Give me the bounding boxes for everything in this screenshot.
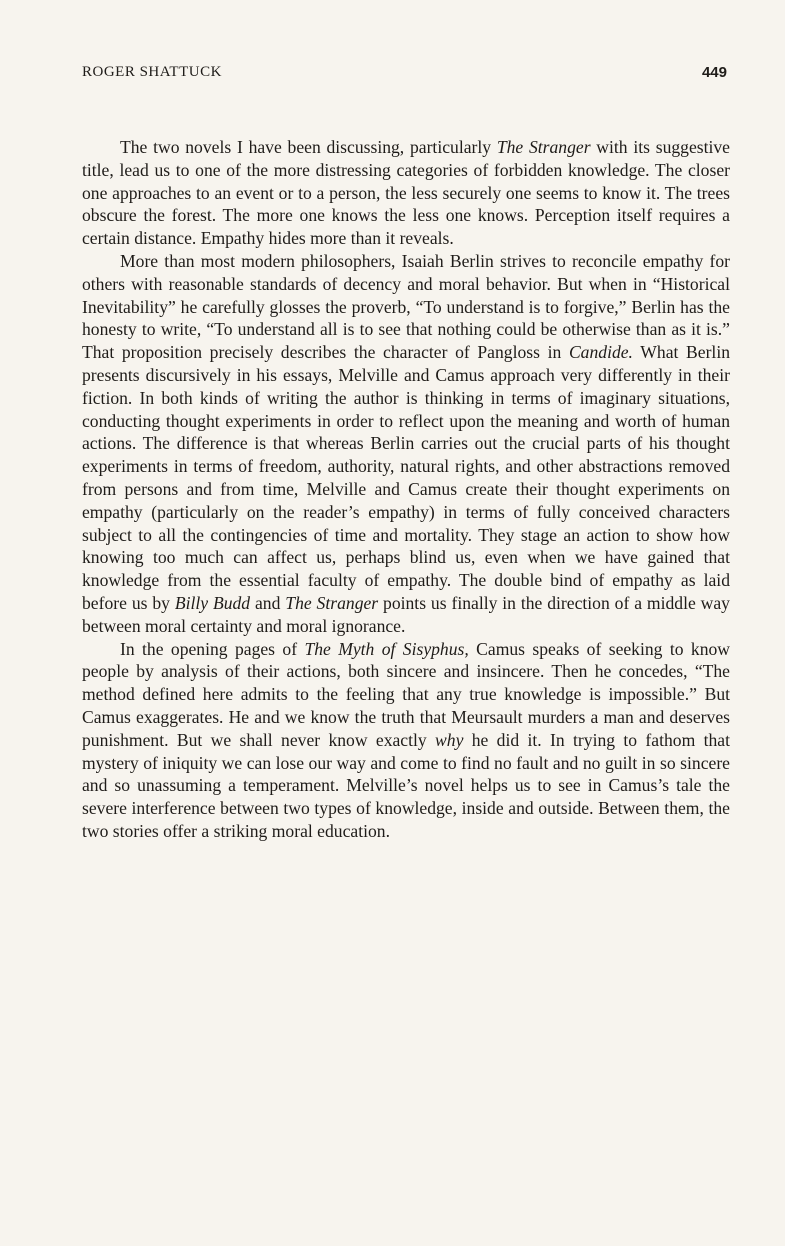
italic-title: The Stranger bbox=[285, 592, 379, 613]
text-segment: and bbox=[250, 592, 286, 613]
italic-word: why bbox=[435, 729, 464, 750]
text-segment: In the opening pages of bbox=[120, 638, 305, 659]
paragraph bbox=[82, 250, 730, 638]
running-head bbox=[82, 64, 727, 88]
running-head-author: ROGER SHATTUCK bbox=[82, 64, 222, 80]
text-segment: Camus speaks of seeking to know people by analysis of their actions, both sincere and insincere. Then he concedes, “The method defined here admits to the feeling that any true knowledge is impossible.” But Camus exaggerates. He and we know the truth that Meursault murders a man and deserves punishment. But we shall never know exactly bbox=[82, 638, 730, 750]
italic-title: Candide. bbox=[568, 342, 633, 363]
text-segment: he did it. In trying to fathom that mystery of iniquity we can lose our way and come to find no fault and no guilt in so sincere and so unassuming a temperament. Melville’s novel helps us to see in Camus’s tale the severe interference between two types of knowledge, inside and outside. Between them, the two stories offer a striking moral education. bbox=[82, 729, 730, 841]
italic-title: The Myth of Sisyphus, bbox=[304, 638, 469, 659]
paragraph bbox=[82, 136, 730, 250]
text-segment: More than most modern philosophers, Isaiah Berlin strives to reconcile empathy for others with reasonable standards of decency and moral behavior. But when in “Historical Inevitability” he carefully glosses the proverb, “To understand is to forgive,” Berlin has the honesty to write, “To understand all is to see that nothing could be otherwise than as it is.” That proposition precisely describes the character of Pangloss in bbox=[82, 250, 730, 363]
text-segment: The two novels I have been discussing, particularly bbox=[120, 137, 497, 157]
text-segment: What Berlin presents discursively in his essays, Melville and Camus approach very differently in their fiction. In both kinds of writing the author is thinking in terms of imaginary situations, conducting thought experiments in order to reflect upon the meaning and worth of human actions. The difference is that whereas Berlin carries out the crucial parts of his thought experiments in terms of freedom, authority, natural rights, and other abstractions removed from persons and from time, Melville and Camus create their thought experiments on empathy (particularly on the reader’s empathy) in terms of fully conceived characters subject to all the contingencies of time and mortality. They stage an action to show how knowing too much can affect us, perhaps blind us, even when we have gained that knowledge from the essential faculty of empathy. The double bind of empathy as laid before us by bbox=[82, 342, 730, 613]
body-text bbox=[82, 136, 730, 843]
italic-title: Billy Budd bbox=[174, 592, 251, 613]
text-segment: with its suggestive title, lead us to one of the more distressing categories of forbidden knowledge. The closer one approaches to an event or to a person, the less securely one seems to know it. The trees obscure the forest. The more one knows the less one knows. Perception itself requires a certain distance. Empathy hides more than it reveals. bbox=[82, 137, 730, 249]
italic-title: The Stranger bbox=[496, 137, 591, 157]
page-number: 449 bbox=[701, 64, 727, 81]
paragraph bbox=[82, 638, 730, 843]
text-segment: points us finally in the direction of a middle way between moral certainty and moral ignorance. bbox=[82, 592, 730, 636]
